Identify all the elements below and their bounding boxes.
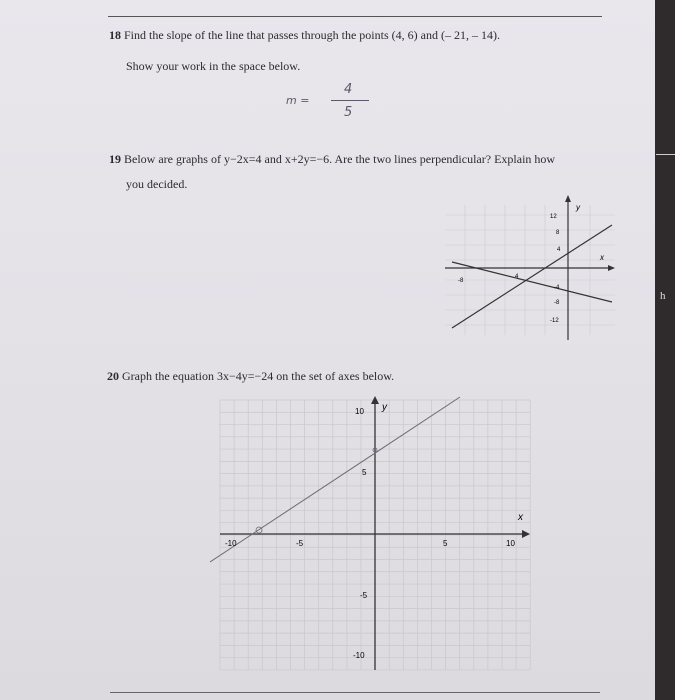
graph-20 <box>210 392 535 674</box>
graph-20-plotted-line <box>210 397 460 562</box>
question-20-text: Graph the equation 3x−4y=−24 on the set of axes below. <box>122 369 395 383</box>
bottom-rule <box>110 692 600 693</box>
top-rule <box>108 16 602 17</box>
margin-letter: h <box>660 290 666 302</box>
graph-19-y-tick-12: 12 <box>550 214 557 220</box>
question-20 <box>107 368 394 384</box>
question-19 <box>109 151 555 167</box>
question-19-text-line2: you decided. <box>126 177 188 191</box>
graph-20-x-arrow <box>522 530 530 538</box>
graph-20-x-tick-neg10: -10 <box>225 539 237 548</box>
graph-20-x-label: x <box>518 512 523 523</box>
graph-20-x-tick-5: 5 <box>443 539 448 548</box>
graph-19-line-1 <box>452 225 612 328</box>
question-20-number: 20 <box>107 369 119 383</box>
question-19-text: Below are graphs of y−2x=4 and x+2y=−6. Are the two lines perpendicular? Explain how <box>124 152 556 166</box>
graph-19-x-arrow <box>608 265 615 271</box>
graph-20-y-label: y <box>382 402 387 413</box>
graph-19-y-label: y <box>576 203 580 212</box>
margin-rule <box>656 154 675 155</box>
question-18-instruction: Show your work in the space below. <box>126 59 301 73</box>
graph-19 <box>440 190 620 350</box>
question-18 <box>109 27 500 43</box>
question-19-number: 19 <box>109 152 121 166</box>
graph-20-y-tick-neg10: -10 <box>353 651 365 660</box>
graph-19-y-tick-neg4: -4 <box>554 285 560 291</box>
graph-20-y-tick-neg5: -5 <box>360 591 368 600</box>
graph-20-x-tick-neg5: -5 <box>296 539 304 548</box>
graph-20-y-tick-10: 10 <box>355 407 364 416</box>
question-18-text: Find the slope of the line that passes through the points (4, 6) and (– 21, – 14). <box>124 28 500 42</box>
graph-20-x-tick-10: 10 <box>506 539 515 548</box>
graph-19-y-tick-8: 8 <box>556 230 560 236</box>
graph-19-y-arrow <box>565 195 571 202</box>
question-18-number: 18 <box>109 28 121 42</box>
graph-19-x-label: x <box>600 253 604 262</box>
graph-19-x-tick-neg8: -8 <box>458 278 464 284</box>
answer-18-fraction-bar <box>331 100 369 101</box>
graph-20-y-tick-5: 5 <box>362 468 367 477</box>
graph-19-y-tick-neg8: -8 <box>554 300 560 306</box>
answer-18-denominator: 5 <box>344 105 353 120</box>
answer-18-numerator: 4 <box>344 82 353 97</box>
graph-19-y-tick-4: 4 <box>557 247 561 253</box>
graph-19-y-tick-neg12: -12 <box>550 318 559 324</box>
graph-19-x-tick-4: 4 <box>515 274 519 280</box>
answer-18-lhs: m = <box>286 94 310 107</box>
